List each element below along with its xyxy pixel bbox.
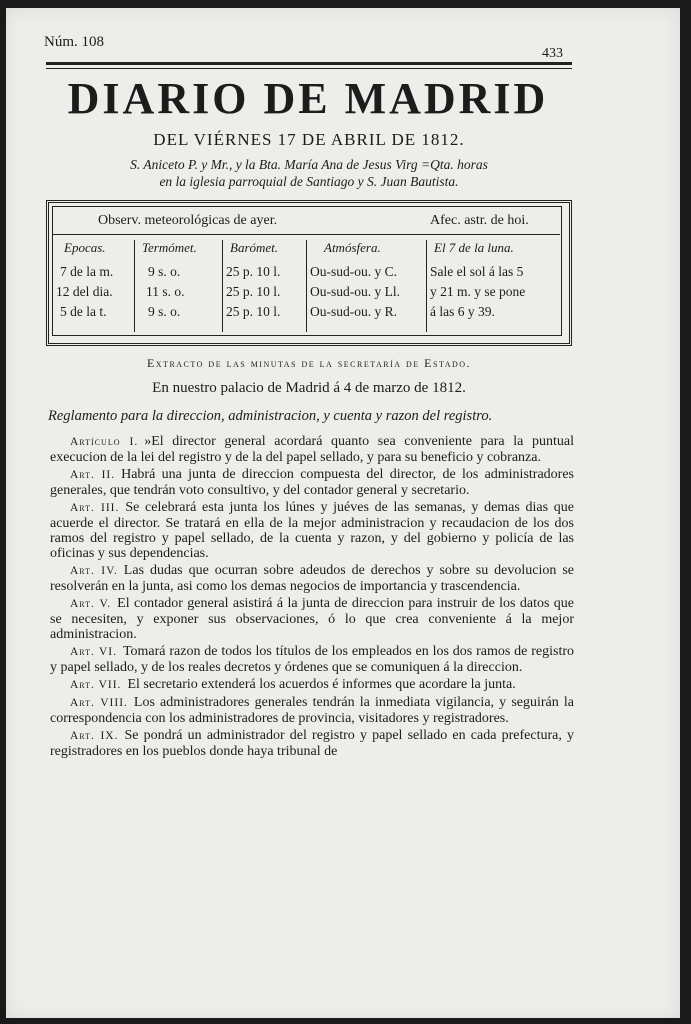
article-label: Art. V. — [70, 598, 112, 610]
saint-line-1: S. Aniceto P. y Mr., y la Bta. María Ana de Jesus Virg =Qta. horas — [130, 157, 488, 172]
article-text: »El director general acordará quanto sea conveniente para la puntual execucion de la lei del registro y de la del papel sellado, y para su beneficio y cobranza. — [50, 434, 574, 465]
weather-atm: Ou-sud-ou. y R. — [310, 304, 397, 319]
date-line: DEL VIÉRNES 17 DE ABRIL DE 1812. — [153, 130, 465, 149]
section-heading: Extracto de las minutas de la secretaría de Estado. — [146, 356, 472, 370]
header-rule-top — [46, 62, 572, 65]
weather-termo: 11 s. o. — [146, 284, 185, 299]
weather-header-divider — [52, 234, 560, 235]
article-label: Art. II. — [70, 469, 116, 481]
article-text: Se pondrá un administrador del registro y papel sellado en cada prefectura, y registradores en los pueblos donde haya tribunal de — [50, 728, 574, 759]
newspaper-page — [6, 8, 680, 1018]
article-body — [50, 434, 574, 761]
article-paragraph — [50, 563, 574, 594]
article-paragraph — [50, 677, 574, 693]
weather-baro: 25 p. 10 l. — [226, 304, 281, 319]
col-epocas: Epocas. — [64, 240, 106, 255]
article-label: Art. VII. — [70, 679, 122, 691]
col-divider — [222, 240, 223, 332]
issue-number: Núm. 108 — [44, 34, 104, 50]
saint-line-2: en la iglesia parroquial de Santiago y S. Juan Bautista. — [159, 174, 459, 189]
palace-line: En nuestro palacio de Madrid á 4 de marzo de 1812. — [152, 380, 466, 396]
article-text: El contador general asistirá á la junta de direccion para instruir de los datos que se necesiten, y exponer sus observaciones, ó lo que crea conveniente á la mejor administracion. — [50, 596, 574, 642]
article-paragraph — [50, 728, 574, 759]
weather-epoca: 5 de la t. — [60, 304, 107, 319]
weather-astro-heading: Afec. astr. de hoi. — [430, 213, 529, 228]
weather-luna: y 21 m. y se pone — [430, 284, 526, 299]
weather-luna: á las 6 y 39. — [430, 304, 495, 319]
article-text: El secretario extenderá los acuerdos é informes que acordare la junta. — [127, 677, 516, 692]
article-paragraph — [50, 434, 574, 465]
article-text: Tomará razon de todos los títulos de los empleados en los dos ramos de registro y papel sellado, y de los reales decretos y órdenes que se comuniquen á la direccion. — [50, 644, 574, 675]
article-text: Las dudas que ocurran sobre adeudos de derechos y sobre su devolucion se resolverán en la junta, asi como los demas negocios de importancia y trascendencia. — [50, 563, 574, 594]
weather-epoca: 7 de la m. — [60, 264, 114, 279]
article-paragraph — [50, 644, 574, 675]
article-text: Habrá una junta de direccion compuesta del director, de los administradores generales, que tendrán voto consultivo, y del contador general y secretario. — [50, 467, 574, 498]
article-label: Art. VIII. — [70, 697, 128, 709]
col-divider — [426, 240, 427, 332]
article-label: Artículo I. — [70, 436, 139, 448]
weather-termo: 9 s. o. — [148, 264, 181, 279]
weather-termo: 9 s. o. — [148, 304, 181, 319]
col-atmosfera: Atmósfera. — [324, 240, 381, 255]
weather-baro: 25 p. 10 l. — [226, 284, 281, 299]
article-paragraph — [50, 695, 574, 726]
weather-epoca: 12 del dia. — [56, 284, 113, 299]
saint-of-day — [46, 156, 572, 190]
article-label: Art. III. — [70, 502, 120, 514]
weather-baro: 25 p. 10 l. — [226, 264, 281, 279]
newspaper-title: DIARIO DE MADRID — [67, 74, 549, 123]
header-rule-bottom — [46, 68, 572, 69]
col-baromet: Barómet. — [230, 240, 279, 255]
article-label: Art. IV. — [70, 565, 118, 577]
article-label: Art. VI. — [70, 646, 117, 658]
article-paragraph — [50, 500, 574, 561]
article-text: Los administradores generales tendrán la inmediata vigilancia, y seguirán la correspondencia con los administradores de provincia, visitadores y registradores. — [50, 695, 574, 726]
article-label: Art. IX. — [70, 730, 119, 742]
article-paragraph — [50, 596, 574, 642]
weather-atm: Ou-sud-ou. y C. — [310, 264, 397, 279]
reglamento-title: Reglamento para la direccion, administracion, y cuenta y razon del registro. — [48, 408, 493, 424]
article-paragraph — [50, 467, 574, 498]
weather-observ-heading: Observ. meteorológicas de ayer. — [98, 213, 278, 228]
col-divider — [306, 240, 307, 332]
col-luna: El 7 de la luna. — [434, 240, 514, 255]
weather-luna: Sale el sol á las 5 — [430, 264, 524, 279]
page-number: 433 — [542, 46, 563, 61]
col-divider — [134, 240, 135, 332]
col-termomet: Termómet. — [142, 240, 197, 255]
weather-atm: Ou-sud-ou. y Ll. — [310, 284, 400, 299]
article-text: Se celebrará esta junta los lúnes y juéves de las semanas, y demas dias que acuerde el director. Se tratará en ella de la mejor administracion y recaudacion de los dos ramos del registro y papel sellado, de la cuenta y razon, y del gobierno y policía de las oficinas y sus dependencias. — [50, 500, 574, 561]
